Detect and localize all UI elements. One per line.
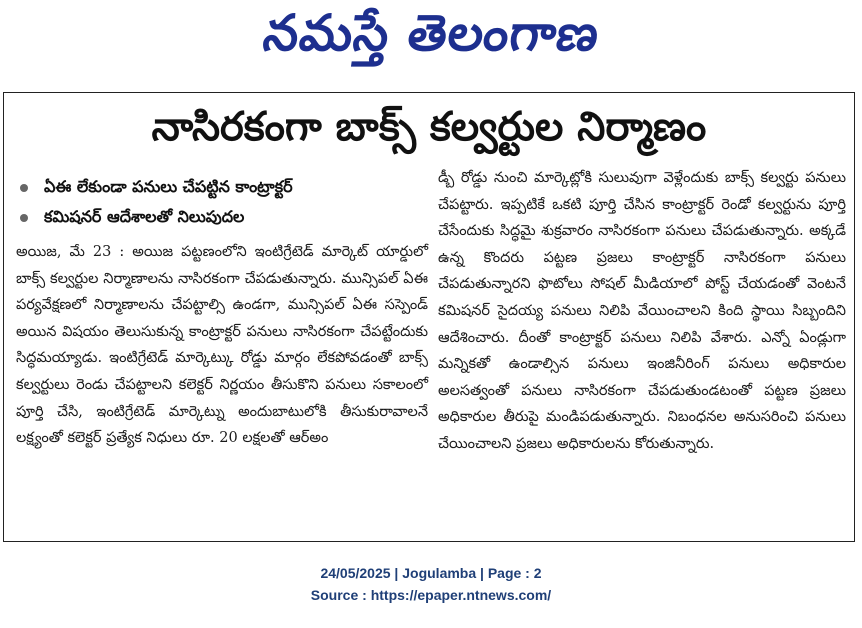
subheading-bullet [20, 173, 428, 203]
masthead-logo [0, 0, 862, 78]
article-headline [4, 93, 854, 171]
source-link[interactable]: Source : https://epaper.ntnews.com/ [310, 587, 552, 603]
right-column-body: డ్బీ రోడ్డు నుంచి మార్కెట్లోకి సులువుగా వెళ్లేందుకు బాక్స్ కల్వర్టు పనులు చేపట్టారు. ఇప్పటికే ఒకటి పూర్తి చేసిన కాంట్రాక్టర్ రెండో కల్వర్టును పూర్తి చేసేందుకు సిద్ధమై శుక్రవారం నాసిరకంగా పనులు చేపడుతున్నారు. అక్కడే ఉన్న కొందరు పట్టణ ప్రజలు కాంట్రాక్టర్ నాసిరకంగా పనులు చేపడుతున్నారని ఫొటోలు సోషల్ మీడియాలో పోస్ట్ చేయడంతో వెంటనే కమిషనర్ సైదయ్య పనులు నిలిపి వేయించాలని కింది స్థాయి సిబ్బందిని ఆదేశించారు. దీంతో కాంట్రాక్టర్ పనులు నిలిపి వేశారు. ఎన్నో ఏండ్లుగా మన్నికతో ఉండాల్సిన పనులు ఇంజినీరింగ్ పనులు అధికారుల అలసత్వంతో పనులు నాసిరకంగా చేపడుతుండటంతో పట్టణ ప్రజలు అధికారుల తీరుపై మండిపడుతున్నారు. నిబంధనల అనుసరించి పనులు చేయించాలని ప్రజలు అధికారులను కోరుతున్నారు. [438, 170, 846, 452]
edition-info: 24/05/2025 | Jogulamba | Page : 2 [320, 565, 542, 581]
left-column [16, 173, 428, 452]
right-column [438, 165, 846, 458]
subheading-text: కమిషనర్ ఆదేశాలతో నిలుపుదల [44, 206, 245, 226]
headline-text: నాసిరకంగా బాక్స్ కల్వర్టుల నిర్మాణం [151, 104, 707, 150]
bullet-dot-icon [20, 214, 28, 222]
subheading-bullet [20, 203, 428, 233]
source-footer [0, 562, 862, 606]
left-column-body: అయిజ, మే 23 : అయిజ పట్టణంలోని ఇంటిగ్రేటెడ్ మార్కెట్ యార్డులో బాక్స్ కల్వర్టుల నిర్మాణాలను నాసిరకంగా చేపడుతున్నారు. మున్సిపల్ ఏఈ పర్యవేక్షణలో నిర్మాణాలను చేపట్టాల్సి ఉండగా, మున్సిపల్ ఏఈ సస్పెండ్ అయిన విషయం తెలుసుకున్న కాంట్రాక్టర్ పనులు నాసిరకంగా చేపట్టేందుకు సిద్ధమయ్యాడు. ఇంటిగ్రేటెడ్ మార్కెట్కు రోడ్డు మార్గం లేకపోవడంతో బాక్స్ కల్వర్టులు రెండు చేపట్టాలని కలెక్టర్ నిర్ణయం తీసుకొని పనులు సకాలంలో పూర్తి చేసి, ఇంటిగ్రేటెడ్ మార్కెట్ను అందుబాటులోకి తీసుకురావాలనే లక్ష్యంతో కలెక్టర్ ప్రత్యేక నిధులు రూ. 20 లక్షలతో ఆర్అం [16, 244, 428, 447]
news-clipping [3, 92, 855, 542]
subheading-text: ఏఈ లేకుండా పనులు చేపట్టిన కాంట్రాక్టర్ [44, 176, 293, 196]
masthead-title: నమస్తే తెలంగాణ [260, 3, 604, 62]
bullet-dot-icon [20, 184, 28, 192]
